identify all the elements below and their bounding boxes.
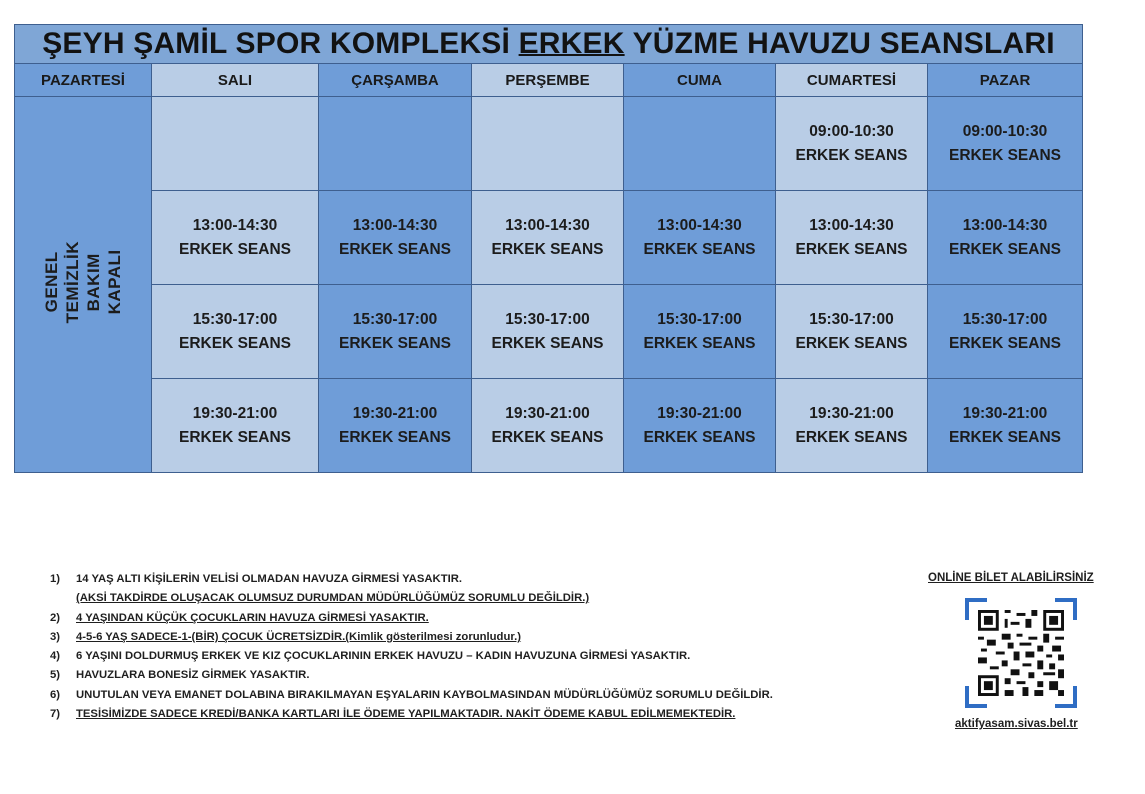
slot-row-1 [15,97,1083,191]
session-cell [624,285,776,379]
session-label: ERKEK SEANS [643,428,756,446]
day-header-wednesday: ÇARŞAMBA [319,64,472,97]
session-label: ERKEK SEANS [795,240,908,258]
day-header-sunday: PAZAR [928,64,1083,97]
session-cell [152,97,319,191]
rule-item [50,628,773,647]
session-label: ERKEK SEANS [643,240,756,258]
session-cell [472,285,624,379]
rule-text: HAVUZLARA BONESİZ GİRMEK YASAKTIR. [76,669,310,682]
session-label: ERKEK SEANS [491,240,604,258]
session-time: 19:30-21:00 [352,404,438,422]
rule-item [50,666,773,685]
session-cell [776,97,928,191]
session-label: ERKEK SEANS [795,146,908,164]
session-time: 19:30-21:00 [657,404,742,422]
slot-row-4 [15,379,1083,473]
session-cell [928,191,1083,285]
rule-number: 3) [50,630,61,643]
session-time: 13:00-14:30 [352,216,438,234]
session-label: ERKEK SEANS [339,240,451,258]
session-time: 15:30-17:00 [352,310,438,328]
rule-number: 4) [50,650,61,663]
session-label: ERKEK SEANS [795,334,908,352]
session-label: ERKEK SEANS [179,240,291,258]
rule-text: 4 YAŞINDAN KÜÇÜK ÇOCUKLARIN HAVUZA GİRMESİ YASAKTIR. [76,611,429,624]
rule-text: 6 YAŞINI DOLDURMUŞ ERKEK VE KIZ ÇOCUKLARININ ERKEK HAVUZU – KADIN HAVUZUNA GİRMESİ YASAKTIR. [76,650,691,663]
schedule-table [14,24,1083,473]
qr-code[interactable] [965,598,1077,708]
title-emphasis: ERKEK [518,27,625,60]
session-time: 13:00-14:30 [962,216,1048,234]
session-label: ERKEK SEANS [643,334,756,352]
online-ticket-text: ONLİNE BİLET ALABİLİRSİNİZ [928,572,1094,584]
session-cell [472,97,624,191]
session-time: 13:00-14:30 [505,216,590,234]
rule-number: 1) [50,573,61,585]
rule-item [50,647,773,666]
session-cell [928,285,1083,379]
rule-text: TESİSİMİZDE SADECE KREDİ/BANKA KARTLARI İLE ÖDEME YAPILMAKTADIR. NAKİT ÖDEME KABUL EDİLMEMEKTEDİR. [76,708,736,721]
session-time: 13:00-14:30 [809,216,894,234]
session-cell [152,191,319,285]
rule-text: (AKSİ TAKDİRDE OLUŞACAK OLUMSUZ DURUMDAN MÜDÜRLÜĞÜMÜZ SORUMLU DEĞİLDİR.) [76,592,590,605]
qr-code-icon [978,609,1064,697]
day-header-thursday: PERŞEMBE [472,64,624,97]
session-cell [776,285,928,379]
session-cell [472,379,624,473]
session-cell [152,379,319,473]
day-header-monday: PAZARTESİ [15,64,152,97]
rule-text: 4-5-6 YAŞ SADECE-1-(BİR) ÇOCUK ÜCRETSİZDİR.(Kimlik gösterilmesi zorunludur.) [76,630,522,643]
session-cell [472,191,624,285]
session-cell [928,97,1083,191]
session-label: ERKEK SEANS [179,334,291,352]
session-cell [624,379,776,473]
rule-item [50,686,773,705]
session-label: ERKEK SEANS [339,334,451,352]
session-cell [776,379,928,473]
session-time: 19:30-21:00 [809,404,894,422]
day-header-tuesday: SALI [152,64,319,97]
session-cell [319,97,472,191]
monday-closed-cell [15,97,152,473]
session-cell [319,379,472,473]
closed-line: GENEL [42,251,61,313]
session-label: ERKEK SEANS [179,428,291,446]
session-label: ERKEK SEANS [795,428,908,446]
rule-number: 5) [50,669,61,682]
rules-list [50,570,773,724]
session-cell [624,97,776,191]
session-label: ERKEK SEANS [949,146,1061,164]
session-time: 15:30-17:00 [505,310,590,328]
session-time: 15:30-17:00 [657,310,742,328]
schedule-title: ŞEYH ŞAMİL SPOR KOMPLEKSİ ERKEK YÜZME HAVUZU SEANSLARI [15,25,1083,64]
session-time: 13:00-14:30 [192,216,278,234]
session-cell [319,285,472,379]
closed-line: BAKIM [84,252,103,312]
session-label: ERKEK SEANS [339,428,451,446]
rule-number: 2) [50,611,61,624]
session-time: 09:00-10:30 [809,122,894,140]
session-label: ERKEK SEANS [949,428,1061,446]
rule-item [50,609,773,628]
slot-row-2 [15,191,1083,285]
rule-text: 14 YAŞ ALTI KİŞİLERİN VELİSİ OLMADAN HAVUZA GİRMESİ YASAKTIR. [76,573,463,585]
day-header-friday: CUMA [624,64,776,97]
session-label: ERKEK SEANS [949,240,1061,258]
day-header-saturday: CUMARTESİ [776,64,928,97]
session-label: ERKEK SEANS [491,428,604,446]
session-label: ERKEK SEANS [491,334,604,352]
closed-line: KAPALI [105,249,124,315]
rule-number: 7) [50,708,61,721]
session-cell [152,285,319,379]
session-time: 09:00-10:30 [962,122,1048,140]
session-cell [928,379,1083,473]
rule-item [50,589,773,608]
session-time: 19:30-21:00 [192,404,278,422]
session-time: 15:30-17:00 [962,310,1048,328]
session-cell [624,191,776,285]
session-time: 19:30-21:00 [962,404,1048,422]
closed-line: TEMİZLİK [63,240,82,324]
rule-text: UNUTULAN VEYA EMANET DOLABINA BIRAKILMAYAN EŞYALARIN KAYBOLMASINDAN MÜDÜRLÜĞÜMÜZ SORUMLU DEĞİLDİR. [76,688,773,701]
rule-number: 6) [50,688,61,701]
rule-item [50,705,773,724]
session-time: 15:30-17:00 [192,310,278,328]
session-label: ERKEK SEANS [949,334,1061,352]
session-cell [319,191,472,285]
session-time: 15:30-17:00 [809,310,894,328]
rule-item [50,570,773,589]
session-cell [776,191,928,285]
day-header-row [15,64,1083,97]
slot-row-3 [15,285,1083,379]
session-time: 19:30-21:00 [505,404,590,422]
session-time: 13:00-14:30 [657,216,742,234]
website-link[interactable]: aktifyasam.sivas.bel.tr [955,718,1078,730]
